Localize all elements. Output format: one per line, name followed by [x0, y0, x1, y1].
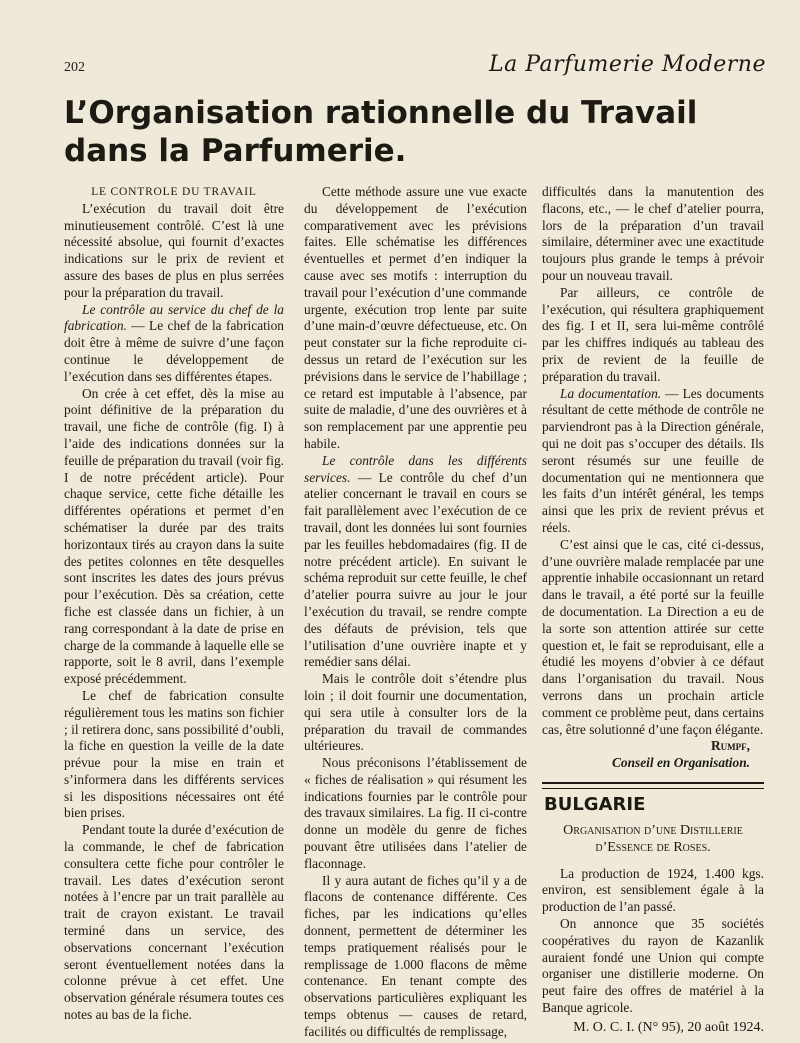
page-number: 202 [64, 60, 85, 75]
signature-role: Conseil en Organisation. [611, 755, 750, 771]
news-subtitle [542, 822, 764, 856]
paragraph: Nous préconisons l’établissement de « fiches de réalisation » qui résument les indications fournies par le contrôle pour des travaux similaires. La fig. II ci-contre donne un modèle du genre de fiches pouvant être utilisées dans l’atelier de flaconnage. [304, 755, 527, 871]
paragraph: On annonce que 35 sociétés coopératives du rayon de Kazanlik auraient fondé une Union qui compte organiser une distillerie moderne. On peut faire des offres de matériel à la Banque agricole. [542, 916, 764, 1016]
paragraph: Cette méthode assure une vue exacte du développement de l’exécution comparativement avec les prévisions faites. Elle schématise les différences éventuelles et permet d’en indiquer la cause avec ses motifs : interruption du travail pour l’exécution d’une commande urgente, exécution trop lente par suite d’une main-d’œuvre défectueuse, etc. On peut constater sur la fiche reproduite ci-dessus un retard de l’exécution sur les prévisions dans le service de l’habillage ; ce retard est imputable à l’absence, par suite de maladie, d’une des ouvrières et à son remplacement par une apprentie peu habile. [304, 184, 527, 451]
run-in-heading: Le contrôle au service du chef de la fabrication. [64, 301, 284, 334]
news-subtitle-line1: Organisation d’une Distillerie [563, 822, 743, 838]
run-in-heading: Le contrôle dans les différents services. [304, 452, 527, 485]
column-2 [304, 184, 527, 1041]
column-3 [542, 184, 764, 1037]
run-in-heading: La documentation. [560, 385, 662, 401]
news-title: BULGARIE [544, 793, 646, 815]
paragraph: Pendant toute la durée d’exécution de la commande, le chef de fabrication consultera cette fiche pour contrôler le travail. Les dates d’exécution seront notées à l’encre par un trait parallèle au trait de crayon existant. Le travail terminé dans un service, des observations concernant l’exécution seront éventuellement notées dans la colonne prévue à cet effet. Une observation générale résumera toutes ces notes au bas de la fiche. [64, 822, 284, 1023]
paragraph: difficultés dans la manutention des flacons, etc., — le chef d’atelier pourra, lors de la préparation d’un travail similaire, déterminer avec une exactitude toujours plus grande le temps à prévoir pour un nouveau travail. [542, 184, 764, 283]
paragraph [542, 386, 764, 537]
paragraph: Le chef de fabrication consulte régulièrement tous les matins son fichier ; il retirera donc, sans possibilité d’oubli, la fiche en question la veille de la date prévue pour la mise en train et s’informera dans les différents services si les dispositions nécessaires ont été bien prises. [64, 687, 284, 821]
paragraph: La production de 1924, 1.400 kgs. environ, est sensiblement égale à la production de l’an passé. [542, 865, 764, 915]
paragraph-body: — Le contrôle du chef d’un atelier concernant le travail en cours se fait parallèlement avec l’exécution de ce travail, dont les données lui sont fournies par les feuilles hebdomadaires (fig. II de notre précédent article). En suivant le schéma reproduit sur cette feuille, le chef d’atelier pourra suivre au jour le jour l’exécution du travail, se rendre compte des défauts de prévision, tels que l’utilisation d’une ouvrière inapte et y remédier sans délai. [304, 469, 527, 670]
paragraph-body: — Le chef de la fabrication doit être à même de suivre d’une façon continue le développement de l’exécution dans ses différentes étapes. [64, 318, 284, 384]
paragraph: Mais le contrôle doit s’étendre plus loin ; il doit fournir une documentation, qui sera utile à consulter lors de la préparation du travail de commandes ultérieures. [304, 671, 527, 754]
paragraph: L’exécution du travail doit être minutieusement contrôlé. C’est là une nécessité absolue, qui fournit d’exactes indications sur le prix de revient et assure des bases de plus en plus serrées pour la préparation du travail. [64, 200, 284, 300]
section-divider [542, 782, 764, 789]
journal-title: La Parfumerie Moderne [488, 52, 766, 77]
paragraph [64, 302, 284, 386]
paragraph: On crée à cet effet, dès la mise au point définitive de la préparation du travail, une fiche de contrôle (fig. I) à l’aide des indications données sur la feuille de préparation du travail (voir fig. I de notre précédent article). Pour chaque service, cette fiche détaille les différentes opérations et permet d’en schématiser la durée par des traits horizontaux tirés au crayon dans la suite des petites colonnes en tête desquelles sont inscrites les dates des jours prévus pour l’exécution. Dès sa création, cette fiche est classée dans un fichier, à un rang correspondant à la date de prise en charge de la commande à laquelle elle se rapporte, soit le 8 avril, dans l’exemple exposé précédemment. [64, 385, 284, 687]
news-subtitle-line2: d’Essence de Roses. [595, 839, 711, 855]
news-source: M. O. C. I. (N° 95), 20 août 1924. [573, 1019, 764, 1035]
article-title-line1: L’Organisation rationnelle du Travail [64, 95, 698, 131]
article-title [64, 94, 764, 170]
paragraph [304, 453, 527, 671]
paragraph: C’est ainsi que le cas, cité ci-dessus, d’une ouvrière malade remplacée par une apprentie inhabile occasionnant un retard dans le travail, a été porté sur la feuille de documentation. La Direction a eu de la sorte son attention attirée sur cette question et, le fait se reproduisant, elle a étudié les moyens d’obvier à ce défaut dans l’organisation du travail. Nous verrons dans un prochain article comment ce problème peut, dans certains cas, être solutionné d’une façon élégante. [542, 536, 764, 737]
section-heading: LE CONTROLE DU TRAVAIL [91, 186, 257, 198]
column-1 [64, 184, 284, 1024]
signature [542, 738, 750, 772]
article-title-line2: dans la Parfumerie. [64, 133, 407, 169]
paragraph: Il y aura autant de fiches qu’il y a de flacons de contenance différente. Ces fiches, par les indications qu’elles donnent, permettent de déterminer les temps pratiquement réalisés pour le remplissage de 1.000 flacons de même contenance. En tenant compte des observations particulières expliquant les temps obtenus — causes de retard, facilités ou difficultés de remplissage, [304, 872, 527, 1039]
paragraph-body: — Les documents résultant de cette méthode de contrôle ne parviendront pas à la Direction générale, qui ne doit pas s’occuper des détails. Ils seront résumés sur une feuille de documentation qui ne mentionnera que les faits d’un intérêt général, les temps ainsi que les prix de revient prévus et réels. [542, 385, 764, 535]
signature-name: Rumpf, [710, 738, 750, 754]
paragraph: Par ailleurs, ce contrôle de l’exécution, qui résultera graphiquement des fig. I et II, sera lui-même contrôlé par les chiffres indiqués au tableau des prix de revient de la feuille de préparation du travail. [542, 284, 764, 384]
